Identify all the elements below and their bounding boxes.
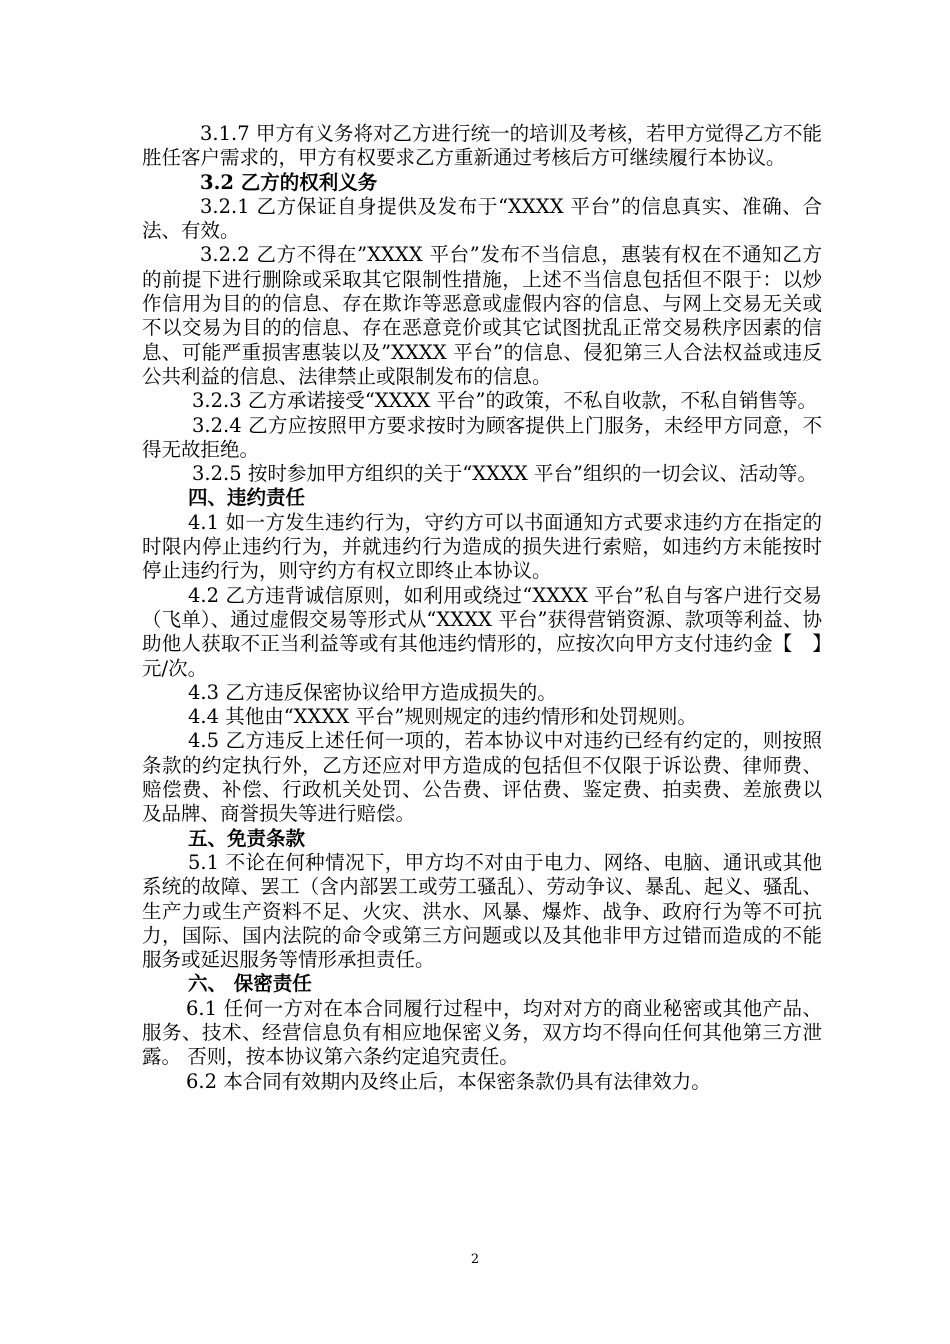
clause-3-1-7: 3.1.7 甲方有义务将对乙方进行统一的培训及考核，若甲方觉得乙方不能胜任客户需求的，甲方有权要求乙方重新通过考核后方可继续履行本协议。 bbox=[142, 122, 822, 170]
document-body bbox=[142, 122, 822, 1094]
section-heading-4: 四、违约责任 bbox=[188, 486, 306, 510]
clause-4-4: 4.4 其他由“XXXX 平台”规则规定的违约情形和处罚规则。 bbox=[188, 705, 697, 729]
clause-3-2-4: 3.2.4 乙方应按照甲方要求按时为顾客提供上门服务，未经甲方同意，不得无故拒绝。 bbox=[142, 413, 822, 461]
clause-3-2-3: 3.2.3 乙方承诺接受“XXXX 平台”的政策，不私自收款，不私自销售等。 bbox=[192, 389, 817, 413]
section-heading-5: 五、免责条款 bbox=[188, 826, 306, 850]
clause-3-2-2: 3.2.2 乙方不得在”XXXX 平台”发布不当信息，惠装有权在不通知乙方的前提下进行删除或采取其它限制性措施，上述不当信息包括但不限于：以炒作信用为目的的信息、存在欺诈等恶意或虚假内容的信息、与网上交易无关或不以交易为目的的信息、存在恶意竞价或其它试图扰乱正常交易秩序因素的信息、可能严重损害惠装以及”XXXX 平台”的信息、侵犯第三人合法权益或违反公共利益的信息、法律禁止或限制发布的信息。 bbox=[142, 243, 822, 388]
page-number: 2 bbox=[470, 1252, 480, 1267]
section-heading-3-2: 3.2 乙方的权利义务 bbox=[200, 170, 378, 194]
clause-4-2: 4.2 乙方违背诚信原则，如利用或绕过“XXXX 平台”私自与客户进行交易（飞单）、通过虚假交易等形式从“XXXX 平台”获得营销资源、款项等利益、协助他人获取不正当利益等或有其他违约情形的，应按次向甲方支付违约金【 】元/次。 bbox=[142, 583, 822, 680]
clause-5-1: 5.1 不论在何种情况下，甲方均不对由于电力、网络、电脑、通讯或其他系统的故障、罢工（含内部罢工或劳工骚乱）、劳动争议、暴乱、起义、骚乱、生产力或生产资料不足、火灾、洪水、风暴、爆炸、战争、政府行为等不可抗力，国际、国内法院的命令或第三方问题或以及其他非甲方过错而造成的不能服务或延迟服务等情形承担责任。 bbox=[142, 850, 822, 972]
section-heading-6: 六、 保密责任 bbox=[188, 972, 312, 996]
clause-4-5: 4.5 乙方违反上述任何一项的，若本协议中对违约已经有约定的，则按照条款的约定执行外，乙方还应对甲方造成的包括但不仅限于诉讼费、律师费、赔偿费、补偿、行政机关处罚、公告费、评估费、鉴定费、拍卖费、差旅费以及品牌、商誉损失等进行赔偿。 bbox=[142, 729, 822, 826]
clause-3-2-1: 3.2.1 乙方保证自身提供及发布于“XXXX 平台”的信息真实、准确、合法、有效。 bbox=[142, 194, 822, 243]
clause-3-2-5: 3.2.5 按时参加甲方组织的关于“XXXX 平台”组织的一切会议、活动等。 bbox=[192, 462, 817, 486]
clause-6-1: 6.1 任何一方对在本合同履行过程中，均对对方的商业秘密或其他产品、服务、技术、经营信息负有相应地保密义务，双方均不得向任何其他第三方泄露。 否则，按本协议第六条约定追究责任。 bbox=[142, 996, 822, 1069]
clause-4-1: 4.1 如一方发生违约行为，守约方可以书面通知方式要求违约方在指定的时限内停止违约行为，并就违约行为造成的损失进行索赔，如违约方未能按时停止违约行为，则守约方有权立即终止本协议。 bbox=[142, 510, 822, 583]
clause-4-3: 4.3 乙方违反保密协议给甲方造成损失的。 bbox=[188, 680, 557, 704]
clause-6-2: 6.2 本合同有效期内及终止后，本保密条款仍具有法律效力。 bbox=[186, 1069, 711, 1093]
